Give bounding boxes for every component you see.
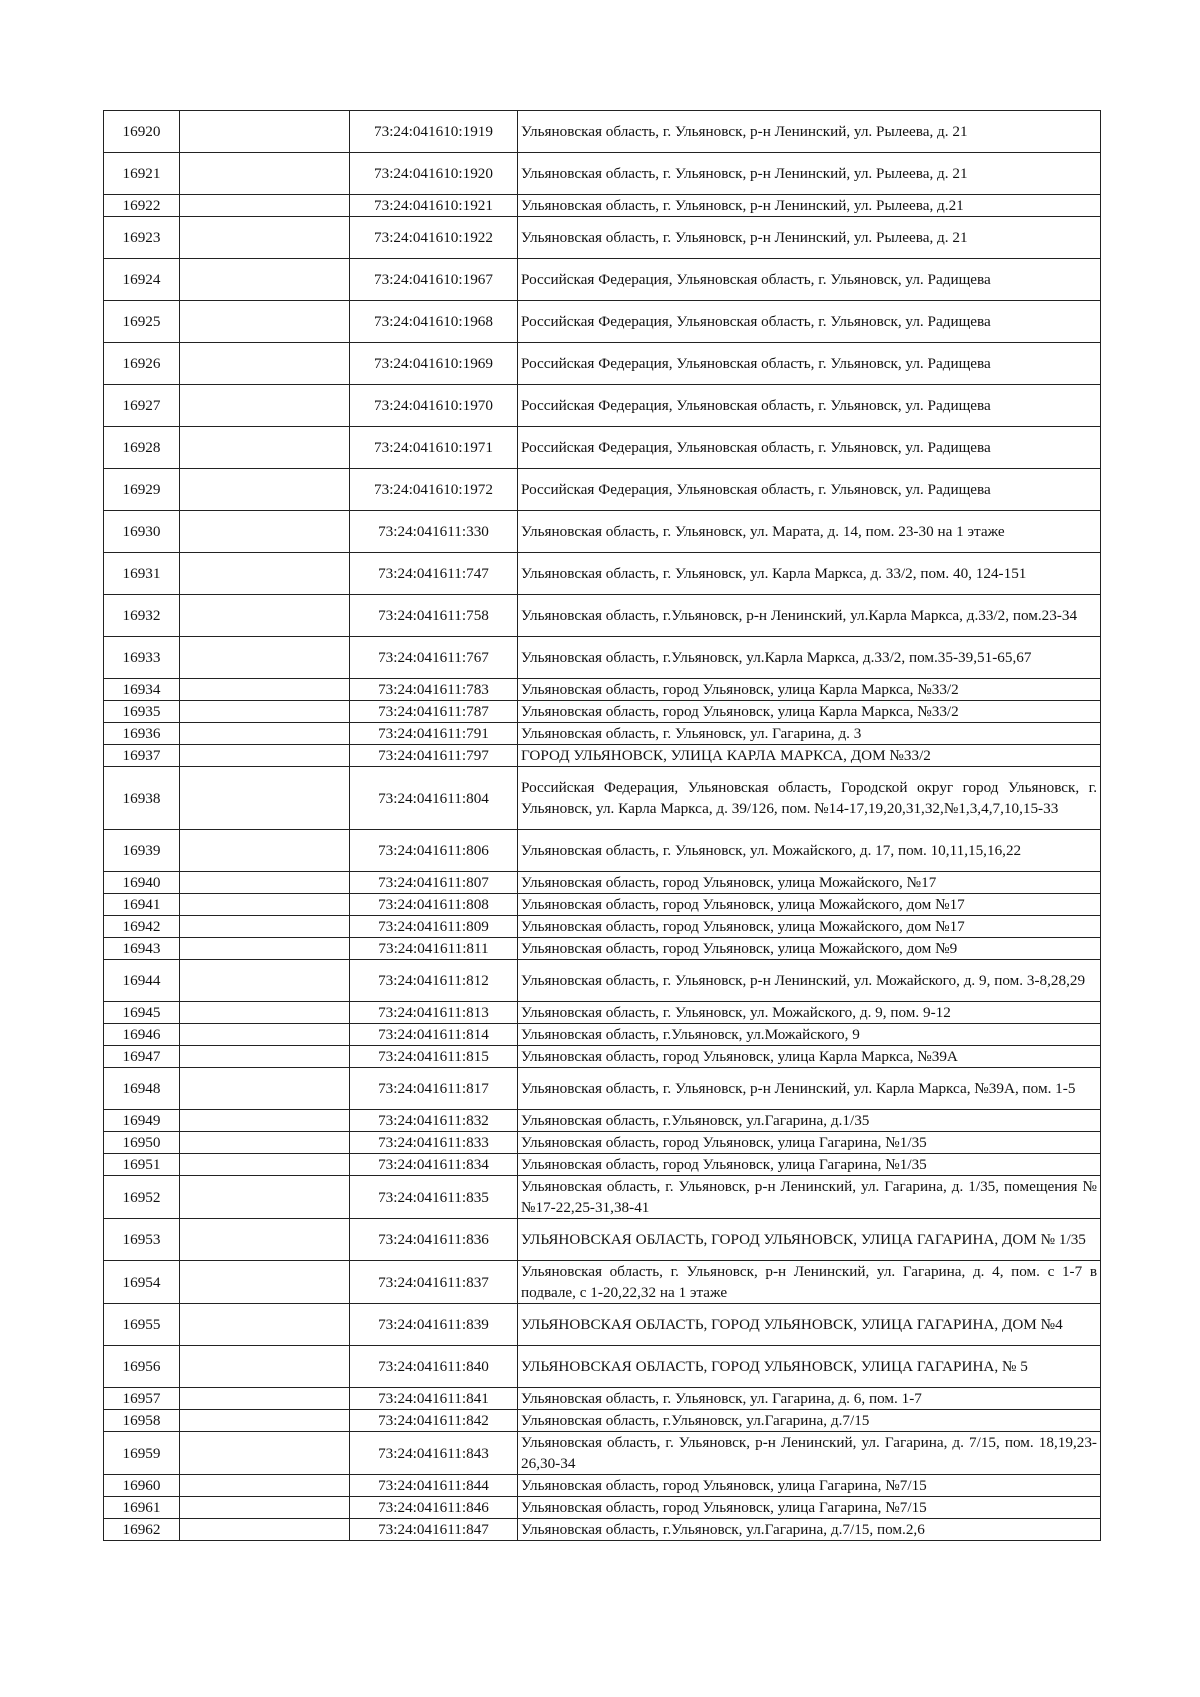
table-row	[104, 637, 1101, 679]
address-cell: Ульяновская область, город Ульяновск, улица Гагарина, №7/15	[518, 1497, 1101, 1519]
row-number: 16940	[104, 872, 180, 894]
row-number: 16925	[104, 301, 180, 343]
row-number: 16941	[104, 894, 180, 916]
table-row	[104, 1024, 1101, 1046]
row-number: 16937	[104, 745, 180, 767]
table-row	[104, 385, 1101, 427]
cadastral-number: 73:24:041611:783	[350, 679, 518, 701]
owner-cell	[180, 1261, 350, 1304]
row-number: 16951	[104, 1154, 180, 1176]
address-cell: Российская Федерация, Ульяновская область, г. Ульяновск, ул. Радищева	[518, 259, 1101, 301]
row-number: 16933	[104, 637, 180, 679]
address-cell: Ульяновская область, город Ульяновск, улица Можайского, №17	[518, 872, 1101, 894]
cadastral-number: 73:24:041610:1920	[350, 153, 518, 195]
owner-cell	[180, 111, 350, 153]
cadastral-number: 73:24:041611:835	[350, 1176, 518, 1219]
address-cell: Ульяновская область, г.Ульяновск, ул.Карла Маркса, д.33/2, пом.35-39,51-65,67	[518, 637, 1101, 679]
owner-cell	[180, 767, 350, 830]
table-row	[104, 1132, 1101, 1154]
cadastral-number: 73:24:041611:834	[350, 1154, 518, 1176]
address-cell: Ульяновская область, г. Ульяновск, р-н Ленинский, ул. Рылеева, д. 21	[518, 217, 1101, 259]
owner-cell	[180, 469, 350, 511]
address-cell: Ульяновская область, город Ульяновск, улица Гагарина, №1/35	[518, 1154, 1101, 1176]
row-number: 16956	[104, 1346, 180, 1388]
table-row	[104, 1176, 1101, 1219]
address-cell: Ульяновская область, г. Ульяновск, р-н Ленинский, ул. Рылеева, д. 21	[518, 111, 1101, 153]
row-number: 16935	[104, 701, 180, 723]
row-number: 16954	[104, 1261, 180, 1304]
row-number: 16950	[104, 1132, 180, 1154]
address-cell: Ульяновская область, г. Ульяновск, р-н Ленинский, ул. Можайского, д. 9, пом. 3-8,28,29	[518, 960, 1101, 1002]
address-cell: УЛЬЯНОВСКАЯ ОБЛАСТЬ, ГОРОД УЛЬЯНОВСК, УЛИЦА ГАГАРИНА, ДОМ № 1/35	[518, 1219, 1101, 1261]
address-cell: Ульяновская область, г. Ульяновск, р-н Ленинский, ул. Гагарина, д. 4, пом. с 1-7 в подвале, с 1-20,22,32 на 1 этаже	[518, 1261, 1101, 1304]
owner-cell	[180, 701, 350, 723]
address-cell: Российская Федерация, Ульяновская область, г. Ульяновск, ул. Радищева	[518, 301, 1101, 343]
row-number: 16931	[104, 553, 180, 595]
row-number: 16957	[104, 1388, 180, 1410]
address-cell: Ульяновская область, г. Ульяновск, р-н Ленинский, ул. Гагарина, д. 1/35, помещения №№17-22,25-31,38-41	[518, 1176, 1101, 1219]
table-row	[104, 1046, 1101, 1068]
owner-cell	[180, 511, 350, 553]
table-body	[104, 111, 1101, 1541]
cadastral-number: 73:24:041611:841	[350, 1388, 518, 1410]
cadastral-number: 73:24:041611:747	[350, 553, 518, 595]
table-row	[104, 153, 1101, 195]
address-cell: Ульяновская область, г. Ульяновск, р-н Ленинский, ул. Рылеева, д.21	[518, 195, 1101, 217]
table-row	[104, 830, 1101, 872]
address-cell: УЛЬЯНОВСКАЯ ОБЛАСТЬ, ГОРОД УЛЬЯНОВСК, УЛИЦА ГАГАРИНА, ДОМ №4	[518, 1304, 1101, 1346]
cadastral-number: 73:24:041611:833	[350, 1132, 518, 1154]
table-row	[104, 343, 1101, 385]
row-number: 16938	[104, 767, 180, 830]
row-number: 16960	[104, 1475, 180, 1497]
row-number: 16955	[104, 1304, 180, 1346]
address-cell: Ульяновская область, город Ульяновск, улица Можайского, дом №17	[518, 916, 1101, 938]
cadastral-number: 73:24:041611:842	[350, 1410, 518, 1432]
address-cell: Ульяновская область, город Ульяновск, улица Карла Маркса, №33/2	[518, 701, 1101, 723]
address-cell: Ульяновская область, г. Ульяновск, ул. Марата, д. 14, пом. 23-30 на 1 этаже	[518, 511, 1101, 553]
cadastral-number: 73:24:041611:791	[350, 723, 518, 745]
document-page	[103, 110, 1100, 1541]
row-number: 16943	[104, 938, 180, 960]
cadastral-number: 73:24:041610:1972	[350, 469, 518, 511]
address-cell: Российская Федерация, Ульяновская область, Городской округ город Ульяновск, г. Ульяновск, ул. Карла Маркса, д. 39/126, пом. №14-17,19,20,31,32,№1,3,4,7,10,15-33	[518, 767, 1101, 830]
owner-cell	[180, 938, 350, 960]
cadastral-number: 73:24:041610:1969	[350, 343, 518, 385]
owner-cell	[180, 1154, 350, 1176]
owner-cell	[180, 553, 350, 595]
row-number: 16932	[104, 595, 180, 637]
owner-cell	[180, 1410, 350, 1432]
row-number: 16939	[104, 830, 180, 872]
table-row	[104, 679, 1101, 701]
row-number: 16920	[104, 111, 180, 153]
owner-cell	[180, 830, 350, 872]
row-number: 16945	[104, 1002, 180, 1024]
address-cell: Ульяновская область, город Ульяновск, улица Можайского, дом №9	[518, 938, 1101, 960]
table-row	[104, 301, 1101, 343]
address-cell: Российская Федерация, Ульяновская область, г. Ульяновск, ул. Радищева	[518, 385, 1101, 427]
address-cell: Ульяновская область, г. Ульяновск, р-н Ленинский, ул. Рылеева, д. 21	[518, 153, 1101, 195]
owner-cell	[180, 385, 350, 427]
owner-cell	[180, 595, 350, 637]
row-number: 16929	[104, 469, 180, 511]
owner-cell	[180, 1132, 350, 1154]
row-number: 16948	[104, 1068, 180, 1110]
cadastral-number: 73:24:041611:814	[350, 1024, 518, 1046]
table-row	[104, 745, 1101, 767]
owner-cell	[180, 1068, 350, 1110]
cadastral-number: 73:24:041611:808	[350, 894, 518, 916]
table-row	[104, 723, 1101, 745]
row-number: 16961	[104, 1497, 180, 1519]
row-number: 16958	[104, 1410, 180, 1432]
owner-cell	[180, 745, 350, 767]
row-number: 16934	[104, 679, 180, 701]
cadastral-number: 73:24:041611:817	[350, 1068, 518, 1110]
address-cell: ГОРОД УЛЬЯНОВСК, УЛИЦА КАРЛА МАРКСА, ДОМ №33/2	[518, 745, 1101, 767]
cadastral-number: 73:24:041611:797	[350, 745, 518, 767]
owner-cell	[180, 1432, 350, 1475]
row-number: 16944	[104, 960, 180, 1002]
row-number: 16959	[104, 1432, 180, 1475]
cadastral-number: 73:24:041611:812	[350, 960, 518, 1002]
table-row	[104, 1068, 1101, 1110]
owner-cell	[180, 1110, 350, 1132]
address-cell: Ульяновская область, г. Ульяновск, ул. Можайского, д. 9, пом. 9-12	[518, 1002, 1101, 1024]
table-row	[104, 427, 1101, 469]
cadastral-number: 73:24:041611:811	[350, 938, 518, 960]
address-cell: Ульяновская область, г. Ульяновск, ул. Гагарина, д. 6, пом. 1-7	[518, 1388, 1101, 1410]
table-row	[104, 469, 1101, 511]
row-number: 16962	[104, 1519, 180, 1541]
owner-cell	[180, 153, 350, 195]
table-row	[104, 1219, 1101, 1261]
address-cell: Ульяновская область, город Ульяновск, улица Гагарина, №1/35	[518, 1132, 1101, 1154]
cadastral-number: 73:24:041611:843	[350, 1432, 518, 1475]
table-row	[104, 1304, 1101, 1346]
table-row	[104, 195, 1101, 217]
owner-cell	[180, 1002, 350, 1024]
owner-cell	[180, 343, 350, 385]
cadastral-number: 73:24:041611:787	[350, 701, 518, 723]
address-cell: Ульяновская область, г.Ульяновск, ул.Гагарина, д.1/35	[518, 1110, 1101, 1132]
cadastral-number: 73:24:041610:1922	[350, 217, 518, 259]
cadastral-number: 73:24:041611:836	[350, 1219, 518, 1261]
property-table	[103, 110, 1101, 1541]
table-row	[104, 1388, 1101, 1410]
address-cell: Ульяновская область, г. Ульяновск, ул. Карла Маркса, д. 33/2, пом. 40, 124-151	[518, 553, 1101, 595]
table-row	[104, 1497, 1101, 1519]
row-number: 16930	[104, 511, 180, 553]
address-cell: Ульяновская область, г. Ульяновск, ул. Можайского, д. 17, пом. 10,11,15,16,22	[518, 830, 1101, 872]
owner-cell	[180, 301, 350, 343]
cadastral-number: 73:24:041610:1921	[350, 195, 518, 217]
owner-cell	[180, 1176, 350, 1219]
cadastral-number: 73:24:041611:767	[350, 637, 518, 679]
row-number: 16922	[104, 195, 180, 217]
owner-cell	[180, 427, 350, 469]
cadastral-number: 73:24:041611:832	[350, 1110, 518, 1132]
address-cell: Российская Федерация, Ульяновская область, г. Ульяновск, ул. Радищева	[518, 343, 1101, 385]
owner-cell	[180, 637, 350, 679]
cadastral-number: 73:24:041610:1919	[350, 111, 518, 153]
row-number: 16928	[104, 427, 180, 469]
owner-cell	[180, 1519, 350, 1541]
address-cell: Ульяновская область, г. Ульяновск, р-н Ленинский, ул. Гагарина, д. 7/15, пом. 18,19,23-26,30-34	[518, 1432, 1101, 1475]
owner-cell	[180, 872, 350, 894]
owner-cell	[180, 195, 350, 217]
table-row	[104, 511, 1101, 553]
table-row	[104, 1410, 1101, 1432]
cadastral-number: 73:24:041611:839	[350, 1304, 518, 1346]
owner-cell	[180, 1388, 350, 1410]
table-row	[104, 1154, 1101, 1176]
row-number: 16947	[104, 1046, 180, 1068]
row-number: 16953	[104, 1219, 180, 1261]
cadastral-number: 73:24:041610:1967	[350, 259, 518, 301]
table-row	[104, 1475, 1101, 1497]
cadastral-number: 73:24:041611:813	[350, 1002, 518, 1024]
address-cell: Ульяновская область, город Ульяновск, улица Можайского, дом №17	[518, 894, 1101, 916]
cadastral-number: 73:24:041611:804	[350, 767, 518, 830]
table-row	[104, 1432, 1101, 1475]
table-row	[104, 553, 1101, 595]
owner-cell	[180, 679, 350, 701]
cadastral-number: 73:24:041611:837	[350, 1261, 518, 1304]
owner-cell	[180, 1046, 350, 1068]
owner-cell	[180, 1475, 350, 1497]
owner-cell	[180, 217, 350, 259]
cadastral-number: 73:24:041611:815	[350, 1046, 518, 1068]
owner-cell	[180, 1219, 350, 1261]
cadastral-number: 73:24:041611:846	[350, 1497, 518, 1519]
owner-cell	[180, 1497, 350, 1519]
table-row	[104, 916, 1101, 938]
row-number: 16927	[104, 385, 180, 427]
table-row	[104, 217, 1101, 259]
table-row	[104, 1002, 1101, 1024]
cadastral-number: 73:24:041611:809	[350, 916, 518, 938]
table-row	[104, 1110, 1101, 1132]
address-cell: УЛЬЯНОВСКАЯ ОБЛАСТЬ, ГОРОД УЛЬЯНОВСК, УЛИЦА ГАГАРИНА, № 5	[518, 1346, 1101, 1388]
address-cell: Ульяновская область, г.Ульяновск, ул.Можайского, 9	[518, 1024, 1101, 1046]
table-row	[104, 595, 1101, 637]
address-cell: Ульяновская область, город Ульяновск, улица Карла Маркса, №39А	[518, 1046, 1101, 1068]
owner-cell	[180, 1024, 350, 1046]
owner-cell	[180, 1304, 350, 1346]
table-row	[104, 938, 1101, 960]
row-number: 16921	[104, 153, 180, 195]
cadastral-number: 73:24:041611:840	[350, 1346, 518, 1388]
table-row	[104, 111, 1101, 153]
owner-cell	[180, 960, 350, 1002]
table-row	[104, 1519, 1101, 1541]
cadastral-number: 73:24:041611:844	[350, 1475, 518, 1497]
cadastral-number: 73:24:041611:806	[350, 830, 518, 872]
row-number: 16924	[104, 259, 180, 301]
cadastral-number: 73:24:041611:330	[350, 511, 518, 553]
table-row	[104, 701, 1101, 723]
owner-cell	[180, 894, 350, 916]
table-row	[104, 259, 1101, 301]
cadastral-number: 73:24:041611:807	[350, 872, 518, 894]
row-number: 16949	[104, 1110, 180, 1132]
address-cell: Ульяновская область, г.Ульяновск, ул.Гагарина, д.7/15	[518, 1410, 1101, 1432]
cadastral-number: 73:24:041611:758	[350, 595, 518, 637]
address-cell: Российская Федерация, Ульяновская область, г. Ульяновск, ул. Радищева	[518, 427, 1101, 469]
row-number: 16936	[104, 723, 180, 745]
owner-cell	[180, 723, 350, 745]
table-row	[104, 767, 1101, 830]
address-cell: Ульяновская область, город Ульяновск, улица Карла Маркса, №33/2	[518, 679, 1101, 701]
table-row	[104, 872, 1101, 894]
address-cell: Ульяновская область, г. Ульяновск, ул. Гагарина, д. 3	[518, 723, 1101, 745]
address-cell: Ульяновская область, город Ульяновск, улица Гагарина, №7/15	[518, 1475, 1101, 1497]
cadastral-number: 73:24:041611:847	[350, 1519, 518, 1541]
table-row	[104, 1261, 1101, 1304]
table-row	[104, 894, 1101, 916]
table-row	[104, 1346, 1101, 1388]
table-row	[104, 960, 1101, 1002]
row-number: 16942	[104, 916, 180, 938]
row-number: 16926	[104, 343, 180, 385]
row-number: 16952	[104, 1176, 180, 1219]
address-cell: Российская Федерация, Ульяновская область, г. Ульяновск, ул. Радищева	[518, 469, 1101, 511]
cadastral-number: 73:24:041610:1968	[350, 301, 518, 343]
owner-cell	[180, 916, 350, 938]
address-cell: Ульяновская область, г.Ульяновск, ул.Гагарина, д.7/15, пом.2,6	[518, 1519, 1101, 1541]
row-number: 16946	[104, 1024, 180, 1046]
address-cell: Ульяновская область, г. Ульяновск, р-н Ленинский, ул. Карла Маркса, №39А, пом. 1-5	[518, 1068, 1101, 1110]
owner-cell	[180, 259, 350, 301]
cadastral-number: 73:24:041610:1971	[350, 427, 518, 469]
cadastral-number: 73:24:041610:1970	[350, 385, 518, 427]
owner-cell	[180, 1346, 350, 1388]
address-cell: Ульяновская область, г.Ульяновск, р-н Ленинский, ул.Карла Маркса, д.33/2, пом.23-34	[518, 595, 1101, 637]
row-number: 16923	[104, 217, 180, 259]
